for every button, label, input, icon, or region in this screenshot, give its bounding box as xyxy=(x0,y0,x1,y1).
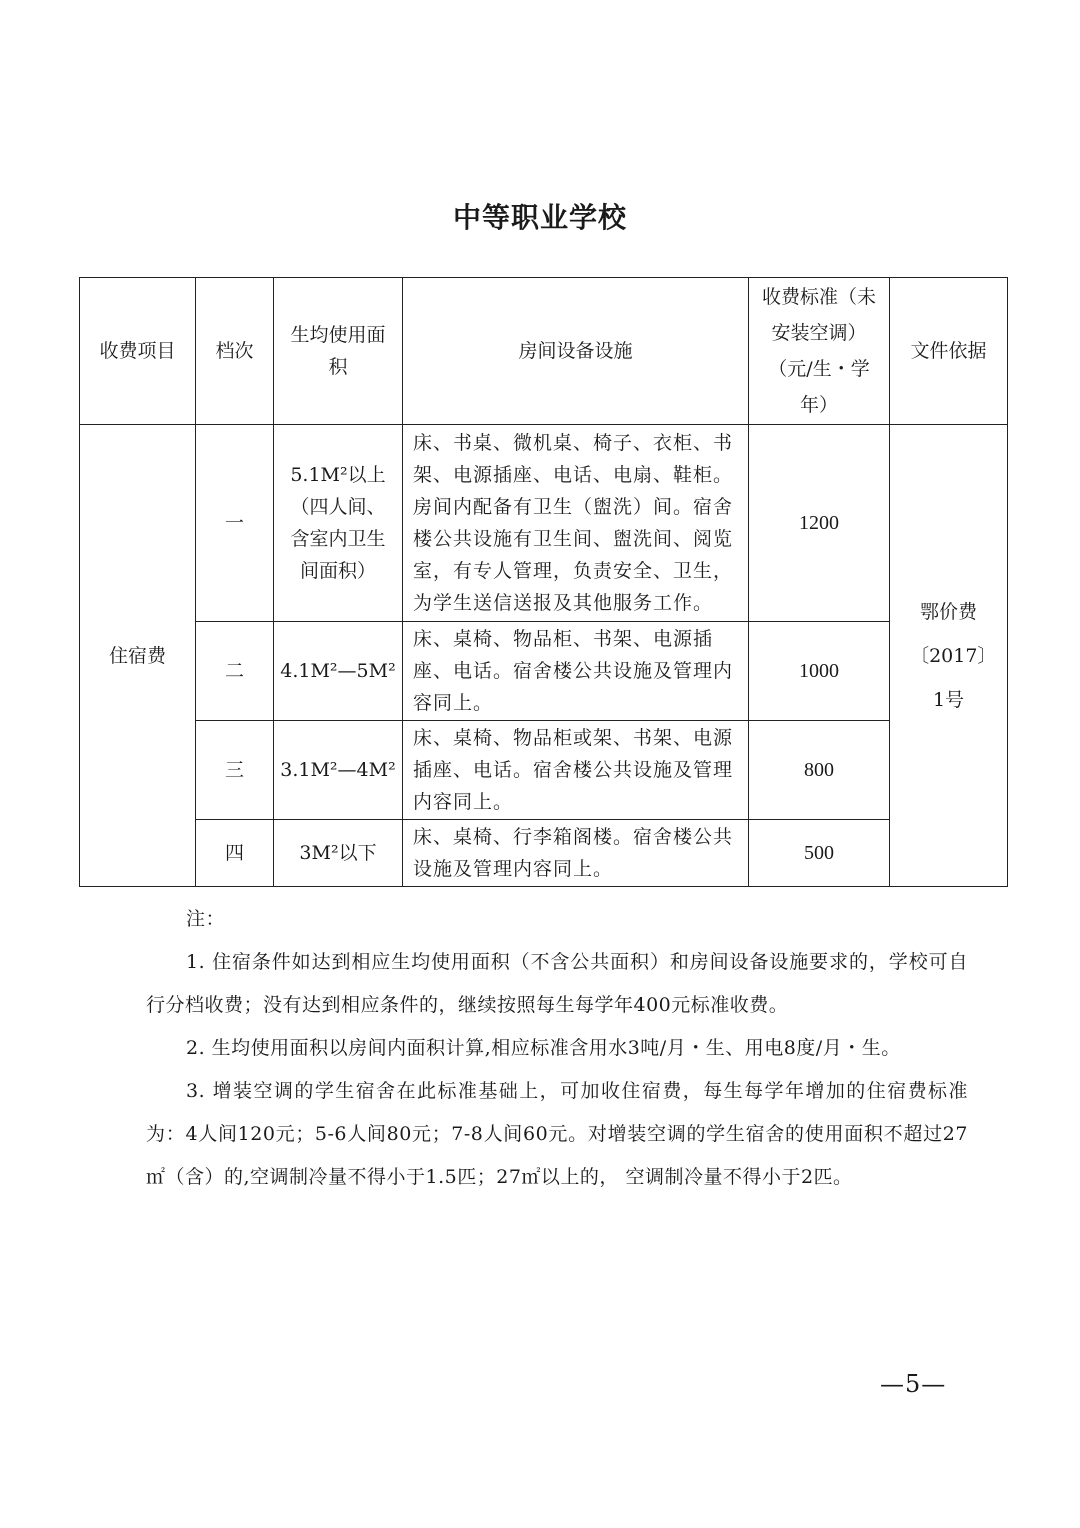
table-row xyxy=(80,622,1008,721)
header-area: 生均使用面积 xyxy=(274,278,403,425)
header-fee-standard: 收费标准（未安装空调）（元/生・学年） xyxy=(749,278,890,425)
facilities-cell: 床、桌椅、物品柜或架、书架、电源插座、电话。宿舍楼公共设施及管理内容同上。 xyxy=(403,721,749,820)
area-cell: 3M²以下 xyxy=(274,820,403,887)
fee-cell: 1000 xyxy=(749,622,890,721)
note-item: 1. 住宿条件如达到相应生均使用面积（不含公共面积）和房间设备设施要求的，学校可自行分档收费；没有达到相应条件的，继续按照每生每学年400元标准收费。 xyxy=(146,951,968,1016)
header-grade: 档次 xyxy=(196,278,274,425)
note-item: 2. 生均使用面积以房间内面积计算,相应标准含用水3吨/月・生、用电8度/月・生。 xyxy=(186,1037,901,1059)
header-facilities: 房间设备设施 xyxy=(403,278,749,425)
table-row xyxy=(80,721,1008,820)
area-cell: 4.1M²—5M² xyxy=(274,622,403,721)
facilities-cell: 床、桌椅、行李箱阁楼。宿舍楼公共设施及管理内容同上。 xyxy=(403,820,749,887)
table-header-row xyxy=(80,278,1008,425)
document-basis-cell: 鄂价费〔2017〕1号 xyxy=(890,425,1008,887)
grade-cell: 二 xyxy=(196,622,274,721)
grade-cell: 四 xyxy=(196,820,274,887)
table-row xyxy=(80,820,1008,887)
fee-item-cell: 住宿费 xyxy=(80,425,196,887)
document-title: 中等职业学校 xyxy=(452,201,627,234)
fee-cell: 1200 xyxy=(749,425,890,622)
facilities-cell: 床、桌椅、物品柜、书架、电源插座、电话。宿舍楼公共设施及管理内容同上。 xyxy=(403,622,749,721)
notes-label: 注： xyxy=(186,908,226,930)
grade-cell: 三 xyxy=(196,721,274,820)
header-document-basis: 文件依据 xyxy=(890,278,1008,425)
area-cell: 5.1M²以上（四人间、含室内卫生间面积） xyxy=(274,425,403,622)
grade-cell: 一 xyxy=(196,425,274,622)
table-row xyxy=(80,425,1008,622)
fee-cell: 500 xyxy=(749,820,890,887)
fee-cell: 800 xyxy=(749,721,890,820)
area-cell: 3.1M²—4M² xyxy=(274,721,403,820)
notes-section xyxy=(146,898,968,1199)
header-fee-item: 收费项目 xyxy=(80,278,196,425)
facilities-cell: 床、书桌、微机桌、椅子、衣柜、书架、电源插座、电话、电扇、鞋柜。房间内配备有卫生（盥洗）间。宿舍楼公共设施有卫生间、盥洗间、阅览室，有专人管理，负责安全、卫生，为学生送信送报及其他服务工作。 xyxy=(403,425,749,622)
page-number: —5— xyxy=(880,1370,947,1398)
note-item: 3. 增装空调的学生宿舍在此标准基础上，可加收住宿费，每生每学年增加的住宿费标准为：4人间120元；5-6人间80元；7-8人间60元。对增装空调的学生宿舍的使用面积不超过27㎡（含）的,空调制冷量不得小于1.5匹；27㎡以上的， 空调制冷量不得小于2匹。 xyxy=(146,1080,968,1188)
fee-table xyxy=(79,277,1008,887)
